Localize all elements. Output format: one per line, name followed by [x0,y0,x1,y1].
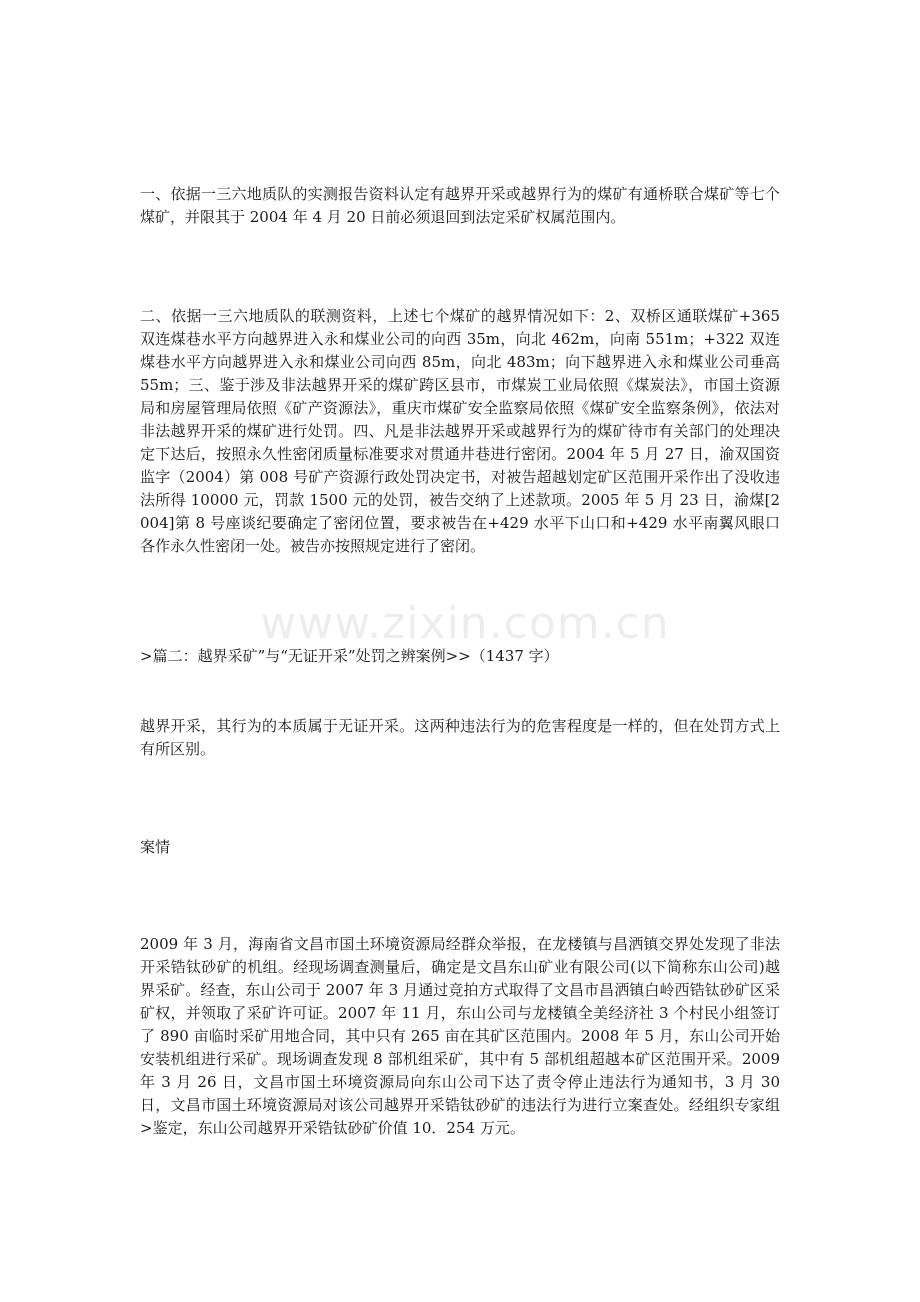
section-heading-case: 案情 [140,838,171,856]
paragraph-boundary-details: 二、依据一三六地质队的联测资料，上述七个煤矿的越界情况如下：2、双桥区通联煤矿+365 双连煤巷水平方向越界进入永和煤业公司的向西 35m，向北 462m，向南 551m；+322 双连煤巷水平方向越界进入永和煤业公司向西 85m，向北 483m；向下越界进入永和煤业公司垂高 55m；三、鉴于涉及非法越界开采的煤矿跨区县市，市煤炭工业局依照《煤炭法》，市国土资源局和房屋管理局依照《矿产资源法》，重庆市煤矿安全监察局依照《煤矿安全监察条例》，依法对非法越界开采的煤矿进行处罚。四、凡是非法越界开采或越界行为的煤矿待市有关部门的处理决定下达后，按照永久性密闭质量标准要求对贯通井巷进行密闭。2004 年 5 月 27 日，渝双国资监字（2004）第 008 号矿产资源行政处罚决定书，对被告超越划定矿区范围开采作出了没收违法所得 10000 元，罚款 1500 元的处罚，被告交纳了上述款项。2005 年 5 月 23 日，渝煤[2004]第 8 号座谈纪要确定了密闭位置，要求被告在+429 水平下山口和+429 水平南翼风眼口各作永久性密闭一处。被告亦按照规定进行了密闭。 [140,307,780,555]
paragraph-case-details: 2009 年 3 月，海南省文昌市国土环境资源局经群众举报，在龙楼镇与昌洒镇交界处发现了非法开采锆钛砂矿的机组。经现场调查测量后，确定是文昌东山矿业有限公司(以下简称东山公司)越界采矿。经查，东山公司于 2007 年 3 月通过竞拍方式取得了文昌市昌洒镇白岭西锆钛砂矿区采矿权，并领取了采矿许可证。2007 年 11 月，东山公司与龙楼镇全美经济社 3 个村民小组签订了 890 亩临时采矿用地合同，其中只有 265 亩在其矿区范围内。2008 年 5 月，东山公司开始安装机组进行采矿。现场调查发现 8 部机组采矿，其中有 5 部机组超越本矿区范围开采。2009 年 3 月 26 日，文昌市国土环境资源局向东山公司下达了责令停止违法行为通知书，3 月 30 日，文昌市国土环境资源局对该公司越界开采锆钛砂矿的违法行为进行立案查处。经组织专家组>鉴定，东山公司越界开采锆钛砂矿价值 10．254 万元。 [140,935,780,1137]
paragraph-intro: 越界开采，其行为的本质属于无证开采。这两种违法行为的危害程度是一样的，但在处罚方式上有所区别。 [140,717,780,758]
paragraph-boundary-notice: 一、依据一三六地质队的实测报告资料认定有越界开采或越界行为的煤矿有通桥联合煤矿等七个煤矿，并限其于 2004 年 4 月 20 日前必须退回到法定采矿权属范围内。 [140,185,780,226]
paragraph-article-heading: >篇二：越界采矿”与“无证开采”处罚之辨案例>>（1437 字） [140,647,559,665]
watermark-text: www.zixin.com.cn [260,598,670,649]
